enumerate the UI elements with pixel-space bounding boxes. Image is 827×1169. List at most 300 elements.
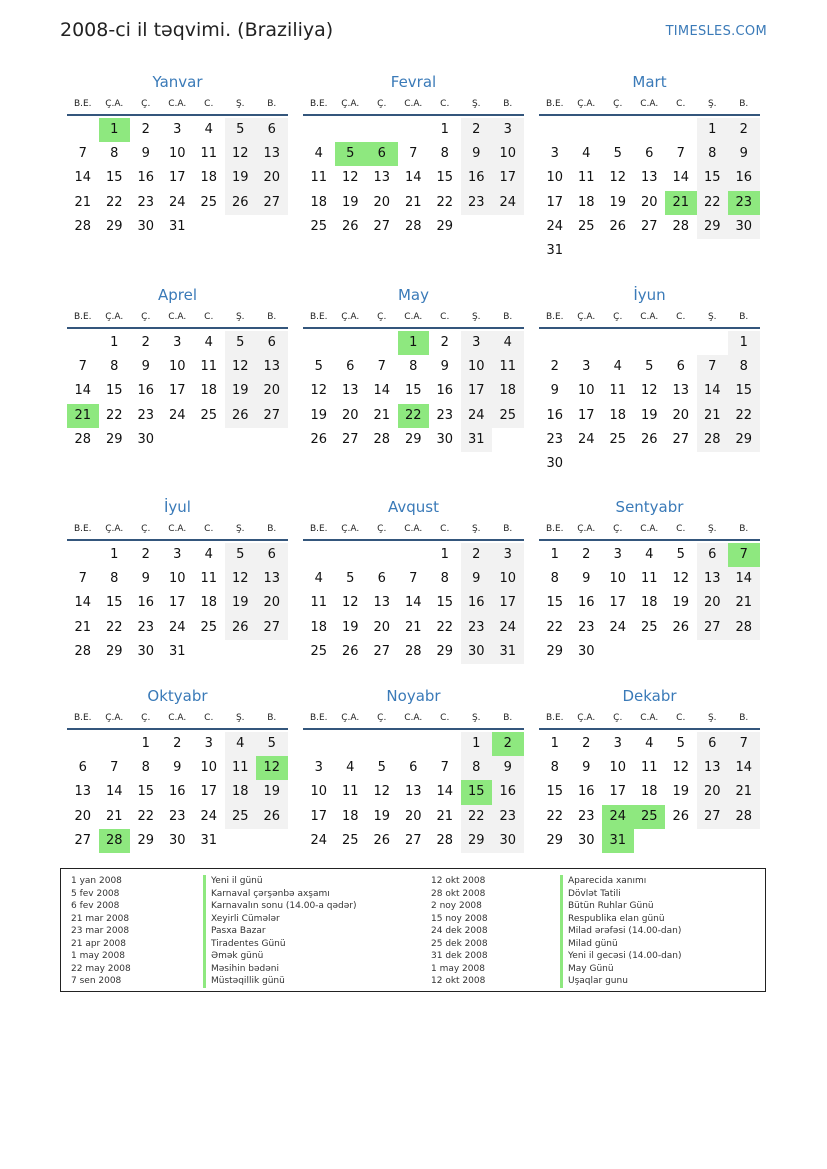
day-cell: 11 bbox=[640, 760, 658, 776]
day-cell: 7 bbox=[110, 760, 119, 776]
weekday-label: Ş. bbox=[471, 312, 481, 322]
day-cell: 1 bbox=[697, 118, 729, 142]
day-cell: 18 bbox=[200, 383, 218, 399]
weekday-label: B.E. bbox=[73, 99, 92, 109]
holiday-date: 1 may 2008 bbox=[71, 951, 125, 961]
empty-cell bbox=[429, 732, 461, 756]
weekday-label: B. bbox=[739, 99, 749, 109]
weekday-label: C. bbox=[676, 99, 686, 109]
day-cell: 7 bbox=[440, 760, 449, 776]
day-cell: 21 bbox=[74, 194, 92, 210]
month-0 bbox=[67, 72, 288, 239]
day-cell: 25 bbox=[640, 619, 658, 635]
day-cell: 27 bbox=[373, 643, 391, 659]
day-cell: 16 bbox=[492, 780, 524, 804]
day-cell: 18 bbox=[640, 784, 658, 800]
weekday-label: Ç.A. bbox=[341, 99, 360, 109]
weekday-label: Ş. bbox=[235, 312, 245, 322]
day-cell: 5 bbox=[613, 146, 622, 162]
day-cell: 11 bbox=[492, 355, 524, 379]
empty-cell bbox=[665, 331, 697, 355]
day-cell: 17 bbox=[492, 166, 524, 190]
day-cell: 27 bbox=[341, 431, 359, 447]
day-cell: 26 bbox=[373, 832, 391, 848]
day-cell: 10 bbox=[492, 142, 524, 166]
day-cell: 2 bbox=[582, 736, 591, 751]
holiday-day-cell: 2 bbox=[492, 732, 524, 756]
day-cell: 23 bbox=[461, 616, 493, 640]
day-cell: 8 bbox=[440, 146, 449, 162]
day-cell: 6 bbox=[645, 146, 654, 162]
weekday-label: C. bbox=[440, 99, 450, 109]
day-cell: 29 bbox=[546, 832, 564, 848]
day-cell: 11 bbox=[200, 359, 218, 375]
day-cell: 10 bbox=[310, 784, 328, 800]
empty-cell bbox=[571, 118, 603, 142]
day-cell: 4 bbox=[645, 736, 654, 751]
day-cell: 20 bbox=[697, 780, 729, 804]
day-cell: 25 bbox=[310, 643, 328, 659]
day-cell: 2 bbox=[550, 359, 559, 375]
day-cell: 9 bbox=[141, 146, 150, 162]
weekday-label: C. bbox=[204, 713, 214, 723]
day-grid bbox=[539, 118, 760, 263]
day-cell: 5 bbox=[314, 359, 323, 375]
day-cell: 24 bbox=[492, 191, 524, 215]
day-cell: 30 bbox=[137, 643, 155, 659]
day-cell: 22 bbox=[105, 194, 123, 210]
weekday-label: B.E. bbox=[309, 524, 328, 534]
month-name: Aprel bbox=[157, 286, 198, 304]
day-cell: 30 bbox=[168, 832, 186, 848]
day-cell: 13 bbox=[256, 355, 288, 379]
day-cell: 27 bbox=[672, 431, 690, 447]
day-cell: 30 bbox=[577, 832, 595, 848]
day-cell: 24 bbox=[168, 407, 186, 423]
holiday-name: Müstəqillik günü bbox=[203, 975, 357, 988]
day-cell: 9 bbox=[582, 760, 591, 776]
day-cell: 22 bbox=[436, 619, 454, 635]
weekday-label: Ç.A. bbox=[341, 524, 360, 534]
holiday-day-cell: 24 bbox=[602, 805, 634, 829]
day-cell: 28 bbox=[74, 431, 92, 447]
holiday-name: Karnavalın sonu (14.00-a qədər) bbox=[203, 900, 357, 913]
day-cell: 9 bbox=[582, 571, 591, 587]
day-cell: 27 bbox=[74, 832, 92, 848]
weekday-label: C. bbox=[204, 99, 214, 109]
day-cell: 30 bbox=[461, 640, 493, 664]
day-cell: 21 bbox=[404, 194, 422, 210]
day-cell: 6 bbox=[256, 331, 288, 355]
weekday-label: B. bbox=[503, 713, 513, 723]
day-cell: 14 bbox=[74, 595, 92, 611]
day-cell: 30 bbox=[577, 643, 595, 659]
day-cell: 15 bbox=[546, 784, 564, 800]
day-cell: 17 bbox=[200, 784, 218, 800]
weekday-label: Ç. bbox=[613, 713, 623, 723]
day-cell: 25 bbox=[577, 218, 595, 234]
brand-link[interactable]: TIMESLES.COM bbox=[665, 24, 767, 39]
weekday-label: B. bbox=[267, 312, 277, 322]
day-cell: 15 bbox=[728, 379, 760, 403]
day-cell: 4 bbox=[204, 547, 213, 562]
day-cell: 26 bbox=[640, 431, 658, 447]
day-cell: 16 bbox=[577, 595, 595, 611]
day-cell: 4 bbox=[204, 122, 213, 137]
weekday-label: C.A. bbox=[168, 713, 187, 723]
day-cell: 3 bbox=[582, 359, 591, 375]
day-cell: 11 bbox=[200, 146, 218, 162]
day-cell: 6 bbox=[346, 359, 355, 375]
day-cell: 6 bbox=[377, 571, 386, 587]
day-cell: 20 bbox=[640, 194, 658, 210]
day-cell: 26 bbox=[225, 404, 257, 428]
weekday-label: B.E. bbox=[73, 524, 92, 534]
weekday-label: B. bbox=[739, 312, 749, 322]
holiday-day-cell: 5 bbox=[335, 142, 367, 166]
day-cell: 16 bbox=[137, 595, 155, 611]
day-cell: 20 bbox=[256, 591, 288, 615]
day-cell: 3 bbox=[613, 736, 622, 751]
day-cell: 9 bbox=[550, 383, 559, 399]
holiday-date: 12 okt 2008 bbox=[431, 876, 486, 886]
day-cell: 18 bbox=[200, 170, 218, 186]
day-cell: 19 bbox=[225, 166, 257, 190]
empty-cell bbox=[398, 543, 430, 567]
day-cell: 6 bbox=[256, 118, 288, 142]
day-cell: 24 bbox=[609, 619, 627, 635]
day-cell: 31 bbox=[546, 242, 564, 258]
month-name: Avqust bbox=[388, 498, 439, 516]
weekday-label: B. bbox=[503, 312, 513, 322]
day-cell: 24 bbox=[200, 808, 218, 824]
empty-cell bbox=[335, 331, 367, 355]
day-cell: 12 bbox=[609, 170, 627, 186]
weekday-label: C.A. bbox=[640, 312, 659, 322]
day-cell: 16 bbox=[461, 166, 493, 190]
holiday-date: 28 okt 2008 bbox=[431, 888, 486, 899]
day-cell: 12 bbox=[225, 567, 257, 591]
day-cell: 28 bbox=[672, 218, 690, 234]
weekday-label: B. bbox=[503, 524, 513, 534]
empty-cell bbox=[303, 543, 335, 567]
empty-cell bbox=[67, 118, 99, 142]
holiday-name: Xeyirli Cümələr bbox=[203, 913, 357, 926]
day-cell: 22 bbox=[697, 191, 729, 215]
day-cell: 14 bbox=[672, 170, 690, 186]
day-cell: 21 bbox=[105, 808, 123, 824]
day-cell: 21 bbox=[373, 407, 391, 423]
weekday-label: Ş. bbox=[471, 524, 481, 534]
empty-cell bbox=[335, 543, 367, 567]
holiday-date: 7 sen 2008 bbox=[71, 976, 122, 986]
month-name: Dekabr bbox=[622, 687, 677, 705]
day-cell: 18 bbox=[492, 379, 524, 403]
holiday-name: Yeni il gecəsi (14.00-dan) bbox=[560, 950, 682, 963]
day-cell: 8 bbox=[697, 142, 729, 166]
month-2 bbox=[539, 72, 760, 263]
weekday-header bbox=[539, 94, 760, 116]
weekday-label: B.E. bbox=[545, 99, 564, 109]
day-cell: 13 bbox=[697, 567, 729, 591]
day-grid bbox=[303, 118, 524, 239]
day-cell: 7 bbox=[697, 355, 729, 379]
day-cell: 1 bbox=[141, 736, 150, 751]
day-cell: 26 bbox=[225, 191, 257, 215]
holiday-date: 15 noy 2008 bbox=[431, 913, 488, 924]
day-cell: 14 bbox=[697, 379, 729, 403]
holiday-dates-column-2 bbox=[431, 875, 488, 988]
day-cell: 29 bbox=[546, 643, 564, 659]
day-cell: 29 bbox=[436, 643, 454, 659]
day-cell: 23 bbox=[577, 808, 595, 824]
day-cell: 28 bbox=[728, 616, 760, 640]
day-cell: 6 bbox=[78, 760, 87, 776]
month-5 bbox=[539, 285, 760, 476]
weekday-label: Ç. bbox=[141, 99, 151, 109]
day-cell: 13 bbox=[341, 383, 359, 399]
day-cell: 20 bbox=[404, 808, 422, 824]
day-cell: 1 bbox=[550, 736, 559, 751]
weekday-label: Ç. bbox=[141, 524, 151, 534]
day-cell: 28 bbox=[697, 428, 729, 452]
day-cell: 8 bbox=[728, 355, 760, 379]
day-cell: 29 bbox=[404, 431, 422, 447]
day-cell: 21 bbox=[404, 619, 422, 635]
day-cell: 17 bbox=[168, 595, 186, 611]
day-cell: 31 bbox=[200, 832, 218, 848]
weekday-label: Ç.A. bbox=[105, 99, 124, 109]
empty-cell bbox=[539, 118, 571, 142]
day-cell: 19 bbox=[225, 591, 257, 615]
day-cell: 13 bbox=[74, 784, 92, 800]
weekday-header bbox=[303, 307, 524, 329]
day-cell: 23 bbox=[577, 619, 595, 635]
day-cell: 10 bbox=[609, 571, 627, 587]
weekday-label: Ç.A. bbox=[577, 524, 596, 534]
day-cell: 25 bbox=[310, 218, 328, 234]
weekday-label: C.A. bbox=[640, 713, 659, 723]
day-cell: 10 bbox=[168, 571, 186, 587]
day-cell: 26 bbox=[672, 808, 690, 824]
day-cell: 26 bbox=[225, 616, 257, 640]
weekday-header bbox=[539, 708, 760, 730]
day-cell: 29 bbox=[461, 829, 493, 853]
weekday-label: B.E. bbox=[545, 312, 564, 322]
holiday-day-cell: 23 bbox=[728, 191, 760, 215]
day-cell: 3 bbox=[613, 547, 622, 562]
weekday-label: Ş. bbox=[707, 99, 717, 109]
weekday-header bbox=[67, 708, 288, 730]
day-cell: 5 bbox=[225, 331, 257, 355]
day-cell: 27 bbox=[640, 218, 658, 234]
empty-cell bbox=[303, 118, 335, 142]
day-cell: 3 bbox=[461, 331, 493, 355]
day-cell: 15 bbox=[137, 784, 155, 800]
weekday-label: Ş. bbox=[707, 713, 717, 723]
day-cell: 23 bbox=[137, 407, 155, 423]
day-cell: 21 bbox=[697, 404, 729, 428]
day-cell: 24 bbox=[310, 832, 328, 848]
day-cell: 15 bbox=[697, 166, 729, 190]
day-cell: 11 bbox=[577, 170, 595, 186]
day-grid bbox=[67, 543, 288, 664]
day-cell: 5 bbox=[645, 359, 654, 375]
day-cell: 24 bbox=[168, 619, 186, 635]
day-cell: 5 bbox=[225, 543, 257, 567]
day-cell: 19 bbox=[609, 194, 627, 210]
day-cell: 21 bbox=[728, 591, 760, 615]
day-cell: 22 bbox=[728, 404, 760, 428]
weekday-label: C.A. bbox=[640, 524, 659, 534]
empty-cell bbox=[398, 118, 430, 142]
month-name: May bbox=[397, 286, 429, 304]
holiday-name: Bütün Ruhlar Günü bbox=[560, 900, 682, 913]
empty-cell bbox=[634, 118, 666, 142]
day-cell: 30 bbox=[728, 215, 760, 239]
weekday-header bbox=[67, 307, 288, 329]
day-cell: 12 bbox=[225, 355, 257, 379]
empty-cell bbox=[67, 331, 99, 355]
month-11 bbox=[539, 686, 760, 853]
day-cell: 15 bbox=[436, 170, 454, 186]
day-cell: 14 bbox=[404, 595, 422, 611]
day-cell: 12 bbox=[373, 784, 391, 800]
day-cell: 2 bbox=[582, 547, 591, 562]
weekday-label: Ç.A. bbox=[105, 312, 124, 322]
month-8 bbox=[539, 497, 760, 664]
holiday-day-cell: 1 bbox=[398, 331, 430, 355]
day-cell: 9 bbox=[141, 359, 150, 375]
weekday-label: B.E. bbox=[545, 713, 564, 723]
day-cell: 19 bbox=[310, 407, 328, 423]
day-cell: 28 bbox=[404, 643, 422, 659]
day-cell: 2 bbox=[440, 335, 449, 350]
day-cell: 20 bbox=[256, 166, 288, 190]
day-cell: 11 bbox=[640, 571, 658, 587]
weekday-label: B. bbox=[267, 713, 277, 723]
day-cell: 6 bbox=[676, 359, 685, 375]
day-cell: 7 bbox=[409, 571, 418, 587]
day-cell: 7 bbox=[78, 359, 87, 375]
holiday-date: 31 dek 2008 bbox=[431, 951, 488, 961]
holiday-date: 2 noy 2008 bbox=[431, 901, 482, 911]
day-cell: 28 bbox=[74, 643, 92, 659]
day-cell: 20 bbox=[373, 619, 391, 635]
holiday-names-column-2 bbox=[560, 875, 682, 988]
day-cell: 1 bbox=[461, 732, 493, 756]
day-cell: 25 bbox=[200, 407, 218, 423]
day-cell: 30 bbox=[137, 431, 155, 447]
weekday-label: Ş. bbox=[471, 713, 481, 723]
day-cell: 6 bbox=[409, 760, 418, 776]
day-cell: 12 bbox=[310, 383, 328, 399]
day-cell: 10 bbox=[609, 760, 627, 776]
day-cell: 28 bbox=[373, 431, 391, 447]
day-cell: 19 bbox=[225, 379, 257, 403]
weekday-label: B. bbox=[739, 713, 749, 723]
day-cell: 17 bbox=[609, 595, 627, 611]
weekday-label: Ş. bbox=[235, 713, 245, 723]
day-cell: 4 bbox=[582, 146, 591, 162]
day-cell: 20 bbox=[74, 808, 92, 824]
month-6 bbox=[67, 497, 288, 664]
day-cell: 12 bbox=[672, 760, 690, 776]
day-cell: 25 bbox=[200, 619, 218, 635]
day-cell: 15 bbox=[105, 595, 123, 611]
holiday-names-column-1 bbox=[203, 875, 357, 988]
day-cell: 13 bbox=[404, 784, 422, 800]
weekday-header bbox=[303, 94, 524, 116]
day-cell: 13 bbox=[373, 595, 391, 611]
empty-cell bbox=[67, 543, 99, 567]
month-3 bbox=[67, 285, 288, 452]
holiday-date: 5 fev 2008 bbox=[71, 888, 120, 899]
day-grid bbox=[303, 543, 524, 664]
holiday-name: Əmək günü bbox=[203, 950, 357, 963]
weekday-header bbox=[303, 708, 524, 730]
day-cell: 18 bbox=[341, 808, 359, 824]
day-cell: 16 bbox=[137, 383, 155, 399]
day-cell: 20 bbox=[256, 379, 288, 403]
day-cell: 25 bbox=[225, 805, 257, 829]
weekday-label: Ç. bbox=[377, 713, 387, 723]
holiday-list bbox=[60, 868, 766, 992]
day-cell: 14 bbox=[728, 567, 760, 591]
day-cell: 31 bbox=[461, 428, 493, 452]
day-cell: 29 bbox=[105, 218, 123, 234]
day-cell: 26 bbox=[609, 218, 627, 234]
holiday-date: 23 mar 2008 bbox=[71, 926, 130, 936]
empty-cell bbox=[335, 732, 367, 756]
weekday-label: Ç. bbox=[377, 524, 387, 534]
day-cell: 12 bbox=[225, 142, 257, 166]
day-cell: 8 bbox=[550, 760, 559, 776]
weekday-label: B. bbox=[267, 524, 277, 534]
day-cell: 3 bbox=[173, 547, 182, 562]
empty-cell bbox=[303, 331, 335, 355]
empty-cell bbox=[366, 732, 398, 756]
day-cell: 26 bbox=[672, 619, 690, 635]
weekday-label: B.E. bbox=[309, 99, 328, 109]
day-cell: 16 bbox=[728, 166, 760, 190]
day-cell: 20 bbox=[341, 407, 359, 423]
day-cell: 22 bbox=[137, 808, 155, 824]
day-cell: 11 bbox=[225, 756, 257, 780]
weekday-label: C.A. bbox=[404, 713, 423, 723]
weekday-label: Ş. bbox=[235, 99, 245, 109]
day-cell: 10 bbox=[168, 146, 186, 162]
day-cell: 13 bbox=[373, 170, 391, 186]
day-cell: 28 bbox=[404, 218, 422, 234]
month-name: Fevral bbox=[390, 73, 437, 91]
day-cell: 16 bbox=[436, 383, 454, 399]
holiday-day-cell: 7 bbox=[728, 543, 760, 567]
weekday-header bbox=[539, 307, 760, 329]
weekday-label: Ç. bbox=[613, 312, 623, 322]
day-cell: 30 bbox=[137, 218, 155, 234]
day-cell: 7 bbox=[78, 571, 87, 587]
day-cell: 30 bbox=[546, 455, 564, 471]
empty-cell bbox=[366, 543, 398, 567]
holiday-day-cell: 21 bbox=[67, 404, 99, 428]
day-cell: 26 bbox=[310, 431, 328, 447]
empty-cell bbox=[335, 118, 367, 142]
day-cell: 30 bbox=[436, 431, 454, 447]
month-1 bbox=[303, 72, 524, 239]
day-cell: 18 bbox=[310, 194, 328, 210]
day-cell: 26 bbox=[341, 218, 359, 234]
